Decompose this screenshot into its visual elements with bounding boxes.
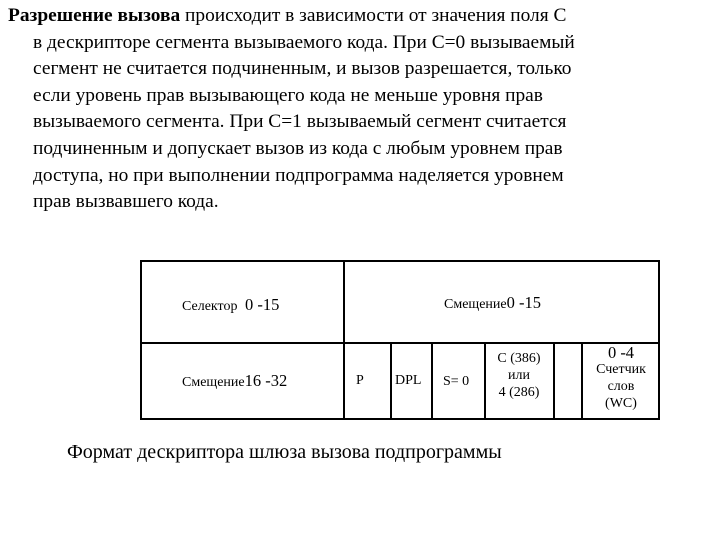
c-field: [487, 350, 551, 401]
wc-range: 0 -4: [607, 343, 635, 362]
paragraph-line-3: сегмент не считается подчиненным, и вызов разрешается, только: [33, 58, 572, 80]
wc-line-2: слов: [607, 379, 635, 394]
dpl-field: DPL: [395, 373, 422, 388]
description-paragraph: [8, 3, 720, 216]
top-column-divider: [343, 262, 345, 342]
bottom-divider-1: [343, 342, 345, 418]
wc-line-1: Счетчик: [596, 362, 646, 377]
offset-low-field: [444, 294, 541, 313]
offset-high-label: Смещение: [182, 375, 245, 390]
wc-field: [584, 344, 658, 412]
term-call-permission: Разрешение вызова: [8, 5, 181, 26]
offset-low-range: 0 -15: [506, 293, 541, 312]
paragraph-line-1-rest: происходит в зависимости от значения поля С: [180, 5, 567, 26]
offset-high-field: [182, 372, 287, 391]
wc-line-3: (WC): [605, 396, 637, 411]
offset-high-range: 16 -32: [244, 371, 288, 390]
bottom-divider-5: [553, 342, 555, 418]
bottom-divider-4: [484, 342, 486, 418]
bottom-divider-6: [581, 342, 583, 418]
paragraph-line-5: вызываемого сегмента. При С=1 вызываемый сегмент считается: [33, 111, 567, 133]
selector-field: [182, 296, 279, 315]
selector-label: Селектор: [182, 299, 238, 314]
paragraph-line-1: [8, 3, 720, 30]
selector-range: 0 -15: [244, 295, 280, 314]
p-field: P: [356, 373, 364, 388]
paragraph-line-2: в дескрипторе сегмента вызываемого кода. При С=0 вызываемый: [33, 31, 575, 53]
paragraph-line-8: прав вызвавшего кода.: [33, 191, 219, 213]
bottom-divider-2: [390, 342, 392, 418]
c-line-1: С (386): [497, 351, 541, 366]
paragraph-line-6: подчиненным и допускает вызов из кода с любым уровнем прав: [33, 137, 563, 159]
c-line-3: 4 (286): [498, 385, 540, 400]
bottom-divider-3: [431, 342, 433, 418]
diagram-caption: Формат дескриптора шлюза вызова подпрограммы: [67, 441, 502, 463]
call-gate-descriptor-diagram: [140, 260, 660, 420]
paragraph-line-4: если уровень прав вызывающего кода не меньше уровня прав: [33, 84, 543, 106]
offset-low-label: Смещение: [444, 297, 507, 312]
paragraph-line-7: доступа, но при выполнении подпрограмма наделяется уровнем: [33, 164, 564, 186]
s-field: S= 0: [443, 374, 470, 389]
c-line-2: или: [508, 368, 530, 383]
